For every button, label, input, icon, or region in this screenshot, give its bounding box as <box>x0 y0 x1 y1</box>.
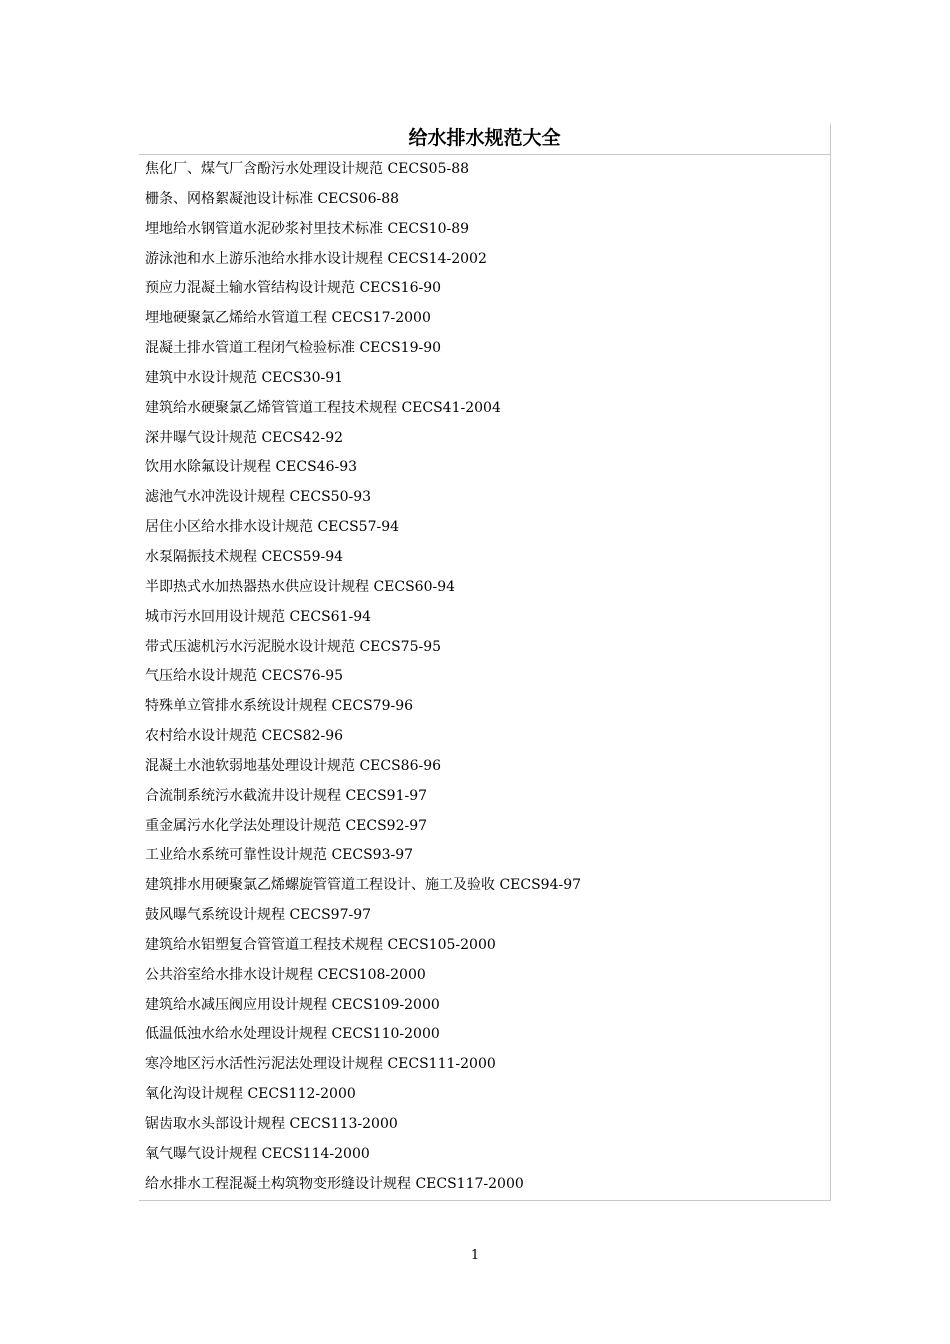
list-item: 水泵隔振技术规程 CECS59-94 <box>145 548 344 565</box>
standards-list <box>139 155 830 1200</box>
list-item: 深井曝气设计规范 CECS42-92 <box>145 429 344 446</box>
list-item: 预应力混凝土输水管结构设计规范 CECS16-90 <box>145 280 442 297</box>
list-item: 锯齿取水头部设计规程 CECS113-2000 <box>145 1116 398 1132</box>
list-item: 栅条、网格絮凝池设计标准 CECS06-88 <box>145 190 400 207</box>
list-item: 埋地硬聚氯乙烯给水管道工程 CECS17-2000 <box>145 310 431 327</box>
list-item: 合流制系统污水截流井设计规程 CECS91-97 <box>145 787 428 804</box>
list-item: 公共浴室给水排水设计规程 CECS108-2000 <box>145 966 426 983</box>
list-item: 饮用水除氟设计规程 CECS46-93 <box>145 459 358 476</box>
list-item: 气压给水设计规范 CECS76-95 <box>145 668 344 685</box>
list-item: 工业给水系统可靠性设计规范 CECS93-97 <box>145 847 414 864</box>
list-item: 低温低浊水给水处理设计规程 CECS110-2000 <box>145 1026 440 1043</box>
list-item: 农村给水设计规范 CECS82-96 <box>145 728 344 745</box>
page-number: 1 <box>470 1248 480 1263</box>
list-item: 混凝土水池软弱地基处理设计规范 CECS86-96 <box>145 757 442 774</box>
list-item: 滤池气水冲洗设计规程 CECS50-93 <box>145 489 372 506</box>
list-item: 半即热式水加热器热水供应设计规程 CECS60-94 <box>145 578 456 595</box>
list-item: 城市污水回用设计规范 CECS61-94 <box>145 608 372 625</box>
list-item: 重金属污水化学法处理设计规范 CECS92-97 <box>145 817 428 834</box>
list-item: 混凝土排水管道工程闭气检验标准 CECS19-90 <box>145 340 442 357</box>
list-item: 寒冷地区污水活性污泥法处理设计规程 CECS111-2000 <box>145 1056 496 1073</box>
list-item: 建筑中水设计规范 CECS30-91 <box>145 369 344 386</box>
list-item: 埋地给水钢管道水泥砂浆衬里技术标准 CECS10-89 <box>145 220 470 237</box>
list-item: 建筑给水减压阀应用设计规程 CECS109-2000 <box>145 996 440 1013</box>
list-item: 居住小区给水排水设计规范 CECS57-94 <box>145 519 400 536</box>
list-item: 带式压滤机污水污泥脱水设计规范 CECS75-95 <box>145 638 442 655</box>
list-item: 给水排水工程混凝土构筑物变形缝设计规程 CECS117-2000 <box>145 1175 524 1192</box>
list-item: 建筑给水铝塑复合管管道工程技术规程 CECS105-2000 <box>145 936 496 953</box>
list-item: 建筑排水用硬聚氯乙烯螺旋管管道工程设计、施工及验收 CECS94-97 <box>145 877 582 894</box>
list-item: 焦化厂、煤气厂含酚污水处理设计规范 CECS05-88 <box>145 161 470 177</box>
standards-table <box>139 124 831 1201</box>
list-item: 氧化沟设计规程 CECS112-2000 <box>145 1086 356 1103</box>
list-item: 鼓风曝气系统设计规程 CECS97-97 <box>145 907 372 924</box>
list-item: 建筑给水硬聚氯乙烯管管道工程技术规程 CECS41-2004 <box>145 399 501 416</box>
list-item: 游泳池和水上游乐池给水排水设计规程 CECS14-2002 <box>145 250 487 267</box>
document-title: 给水排水规范大全 <box>139 124 830 155</box>
list-item: 特殊单立管排水系统设计规程 CECS79-96 <box>145 698 414 715</box>
list-item: 氧气曝气设计规程 CECS114-2000 <box>145 1145 370 1162</box>
